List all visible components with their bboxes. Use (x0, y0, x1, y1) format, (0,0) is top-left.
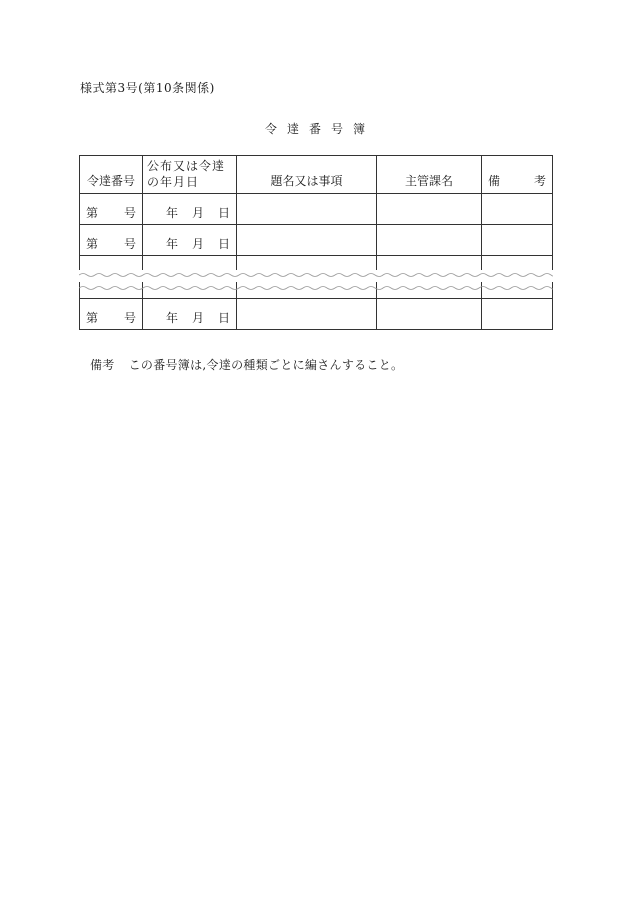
header-subject: 題名又は事項 (237, 156, 377, 194)
footnote-text: この番号簿は,令達の種類ごとに編さんすること。 (128, 358, 404, 372)
table-row (80, 225, 553, 256)
number-prefix: 第 (86, 237, 99, 251)
remarks-cell (482, 299, 553, 330)
department-cell (377, 299, 482, 330)
day-label: 日 (217, 206, 230, 220)
remarks-cell (482, 194, 553, 225)
document-title: 令達番号簿 (264, 122, 375, 136)
department-cell (377, 225, 482, 256)
month-label: 月 (191, 311, 204, 325)
header-number: 令達番号 (80, 156, 143, 194)
number-cell (80, 194, 143, 225)
number-cell (80, 299, 143, 330)
header-date (143, 156, 237, 194)
date-cell (143, 299, 237, 330)
table-row (80, 194, 553, 225)
number-cell (80, 225, 143, 256)
month-label: 月 (191, 237, 204, 251)
table-break-wave (79, 269, 553, 293)
department-cell (377, 194, 482, 225)
table-row (80, 299, 553, 330)
number-suffix: 号 (123, 237, 136, 251)
header-department: 主管課名 (377, 156, 482, 194)
header-row (80, 156, 553, 194)
date-cell (143, 194, 237, 225)
number-prefix: 第 (86, 206, 99, 220)
number-suffix: 号 (123, 311, 136, 325)
subject-cell (237, 299, 377, 330)
header-remarks-right: 考 (533, 174, 546, 188)
header-date-line2: の年月日 (147, 175, 200, 189)
header-remarks-left: 備 (488, 174, 501, 188)
register-table (79, 155, 553, 330)
footnote-label: 備考 (90, 358, 115, 372)
number-suffix: 号 (123, 206, 136, 220)
year-label: 年 (165, 237, 178, 251)
footnote (90, 356, 403, 373)
year-label: 年 (165, 311, 178, 325)
month-label: 月 (191, 206, 204, 220)
day-label: 日 (217, 237, 230, 251)
number-prefix: 第 (86, 311, 99, 325)
form-number-label: 様式第3号(第10条関係) (80, 81, 215, 95)
header-date-line1: 公布又は令達 (147, 159, 226, 173)
day-label: 日 (217, 311, 230, 325)
date-cell (143, 225, 237, 256)
remarks-cell (482, 225, 553, 256)
subject-cell (237, 194, 377, 225)
header-remarks (482, 156, 553, 194)
subject-cell (237, 225, 377, 256)
table-row-truncated-top (80, 256, 553, 271)
year-label: 年 (165, 206, 178, 220)
